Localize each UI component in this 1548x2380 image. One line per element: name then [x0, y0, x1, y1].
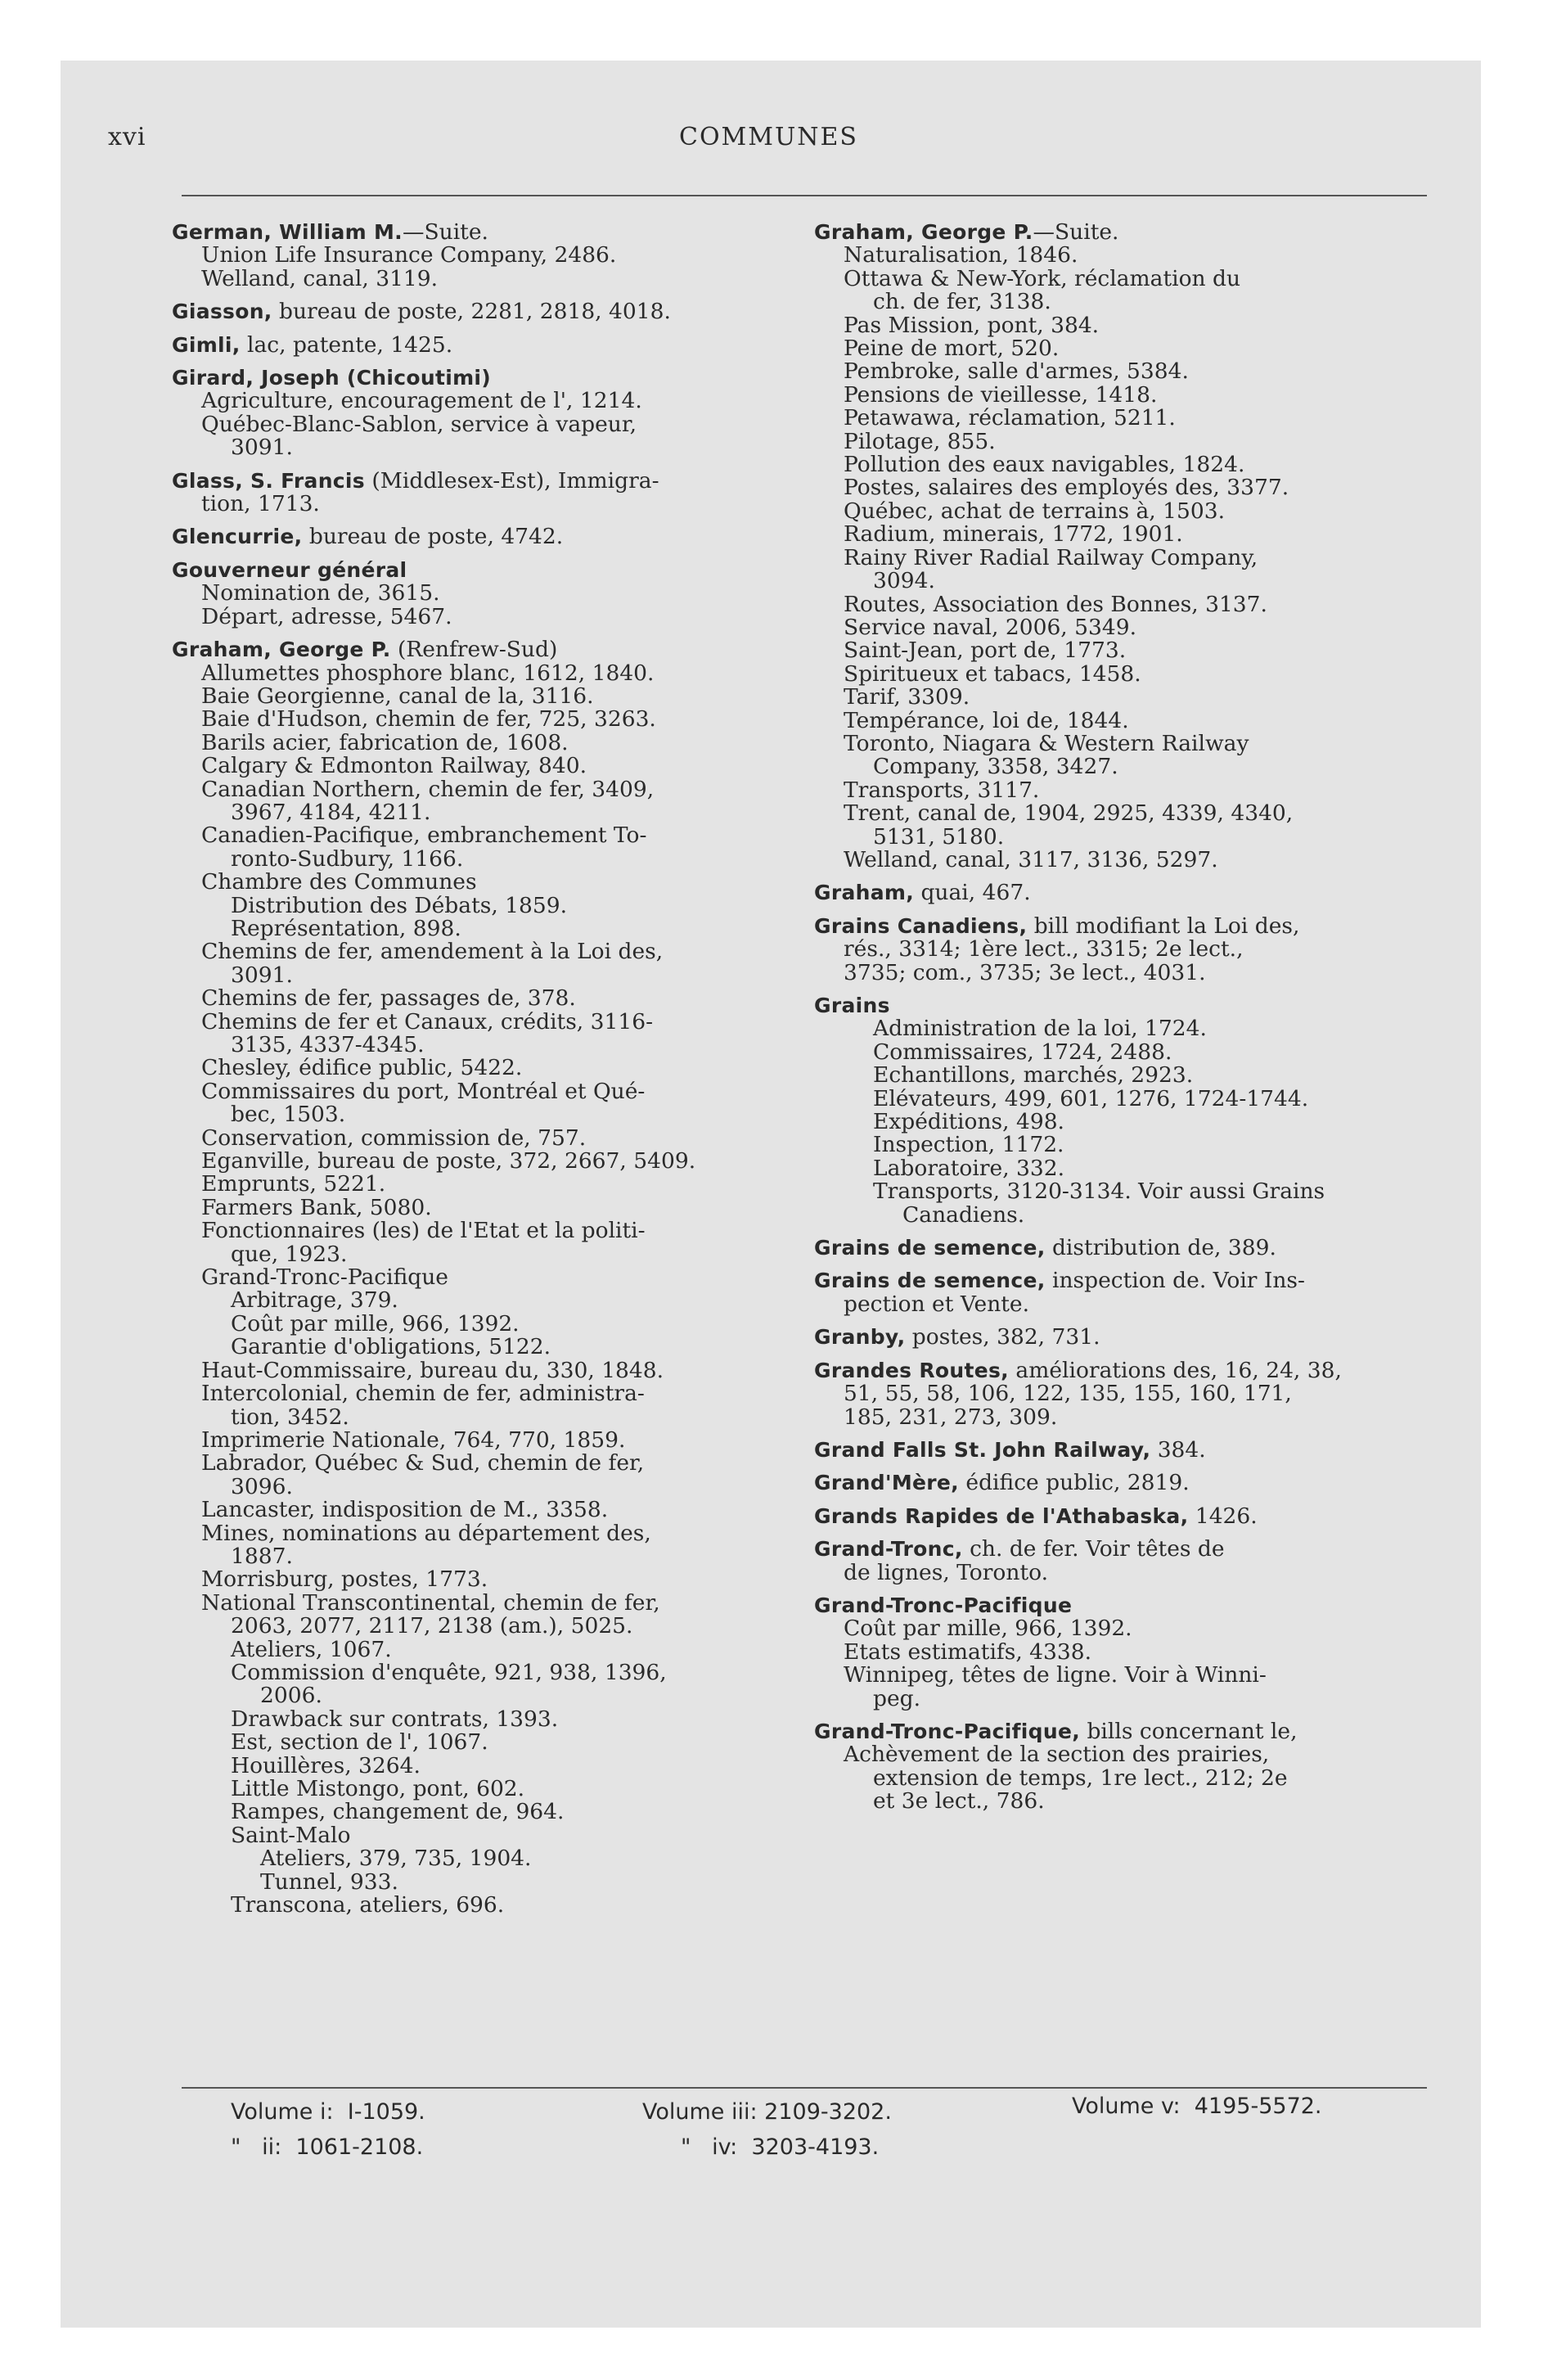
index-entry	[814, 1326, 1440, 1349]
subentry-line: Transports, 3120-3134. Voir aussi Grains	[873, 1179, 1325, 1205]
subentry-line: 2063, 2077, 2117, 2138 (am.), 5025.	[231, 1613, 633, 1639]
subentry-line: Lancaster, indisposition de M., 3358.	[201, 1497, 609, 1523]
entry-first-line	[814, 1237, 1440, 1260]
subentry-line: Ateliers, 1067.	[231, 1636, 392, 1662]
subentry-line: 3135, 4337-4345.	[231, 1032, 425, 1057]
entry-first-line	[814, 915, 1440, 938]
subentry-line: 3091.	[231, 435, 293, 461]
entry-headword: Grains	[814, 994, 890, 1017]
subentry-line: Service naval, 2006, 5349.	[844, 614, 1137, 640]
entry-headword: Girard, Joseph (Chicoutimi)	[172, 366, 492, 390]
entry-first-line	[814, 1472, 1440, 1494]
subentry-line: Welland, canal, 3117, 3136, 5297.	[844, 846, 1218, 872]
subentry-line: Tempérance, loi de, 1844.	[844, 707, 1129, 733]
subentry-line: et 3e lect., 786.	[873, 1788, 1045, 1814]
subentry-line: Commission d'enquête, 921, 938, 1396,	[231, 1659, 667, 1685]
entry-headword: German, William M.	[172, 220, 403, 244]
subentry-line: Administration de la loi, 1724.	[873, 1016, 1207, 1042]
entry-first-line	[814, 994, 1440, 1017]
entry-text: postes, 382, 731.	[905, 1324, 1100, 1350]
footer-volume-i: Volume i: I-1059.	[231, 2099, 425, 2125]
entry-text: inspection de. Voir Ins-	[1045, 1268, 1305, 1294]
entry-text: bureau de poste, 2281, 2818, 4018.	[272, 299, 671, 325]
index-entry	[172, 300, 818, 323]
entry-text: 1426.	[1188, 1503, 1258, 1529]
subentry-line: Petawawa, réclamation, 5211.	[844, 405, 1176, 431]
entry-headword: Grand-Tronc-Pacifique,	[814, 1719, 1081, 1743]
index-entry	[814, 221, 1440, 872]
index-entry	[814, 1269, 1440, 1316]
subentry-line: Saint-Malo	[231, 1822, 351, 1848]
page-title: COMMUNES	[679, 123, 858, 151]
entry-headword: Grains de semence,	[814, 1269, 1046, 1293]
subentry-line: Allumettes phosphore blanc, 1612, 1840.	[201, 660, 655, 686]
subentry-line: Haut-Commissaire, bureau du, 330, 1848.	[201, 1357, 664, 1383]
entry-text: ch. de fer. Voir têtes de	[962, 1536, 1225, 1562]
subentry-line: Chemins de fer et Canaux, crédits, 3116-	[201, 1008, 654, 1034]
entry-headword: Grand Falls St. John Railway,	[814, 1437, 1151, 1462]
index-entry	[814, 1472, 1440, 1494]
subentry-line: Intercolonial, chemin de fer, administra-	[201, 1381, 645, 1407]
index-entry	[172, 367, 818, 460]
subentry-line: peg.	[873, 1685, 921, 1711]
subentry-line: 1887.	[231, 1543, 293, 1569]
entry-first-line	[814, 1269, 1440, 1292]
entry-text: (Middlesex-Est), Immigra-	[364, 467, 659, 494]
subentry-line: Etats estimatifs, 4338.	[844, 1639, 1092, 1665]
entry-continuation: tion, 1713.	[201, 491, 320, 517]
entry-headword: Gimli,	[172, 332, 241, 357]
index-entry	[814, 881, 1440, 904]
entry-first-line	[814, 1436, 1440, 1463]
subentry-line: Baie Georgienne, canal de la, 3116.	[201, 683, 594, 709]
subentry-line: Calgary & Edmonton Railway, 840.	[201, 753, 587, 779]
subentry-line: Achèvement de la section des prairies,	[844, 1742, 1270, 1768]
header-rule	[182, 195, 1427, 196]
subentry-line: Conservation, commission de, 757.	[201, 1125, 587, 1151]
entry-first-line	[172, 367, 818, 390]
subentry-line: Garantie d'obligations, 5122.	[231, 1334, 551, 1360]
entry-continuation: de lignes, Toronto.	[844, 1559, 1049, 1585]
footer-volume-v: Volume v: 4195-5572.	[1072, 2094, 1322, 2119]
subentry-line: Représentation, 898.	[231, 915, 461, 941]
entry-first-line	[814, 1594, 1440, 1617]
entry-headword: Grains de semence,	[814, 1236, 1046, 1260]
entry-headword: Graham,	[814, 881, 915, 905]
subentry-line: Trent, canal de, 1904, 2925, 4339, 4340,	[844, 800, 1294, 827]
entry-first-line	[172, 300, 818, 323]
index-entry	[172, 559, 818, 629]
index-entry	[814, 1436, 1440, 1463]
index-entry	[172, 467, 818, 517]
subentry-line: Arbitrage, 379.	[231, 1287, 398, 1314]
subentry-line: Rampes, changement de, 964.	[231, 1799, 565, 1825]
subentry-line: ronto-Sudbury, 1166.	[231, 845, 464, 872]
subentry-line: Laboratoire, 332.	[873, 1155, 1065, 1181]
index-entry	[814, 994, 1440, 1227]
entry-headword: Glass, S. Francis	[172, 468, 365, 493]
subentry-line: Pilotage, 855.	[844, 428, 996, 454]
subentry-line: extension de temps, 1re lect., 212; 2e	[873, 1765, 1288, 1791]
entry-headword: Grand'Mère,	[814, 1471, 959, 1495]
index-entry	[172, 638, 818, 1917]
entry-text: améliorations des, 16, 24, 38,	[1008, 1357, 1342, 1383]
page-number: xvi	[108, 123, 146, 151]
subentry-line: Welland, canal, 3119.	[201, 265, 439, 291]
subentry-line: Postes, salaires des employés des, 3377.	[844, 475, 1289, 501]
entry-first-line	[172, 467, 818, 494]
entry-first-line	[814, 881, 1440, 904]
subentry-line: Farmers Bank, 5080.	[201, 1194, 432, 1220]
entry-first-line	[814, 221, 1440, 244]
subentry-line: Ottawa & New-York, réclamation du	[844, 265, 1241, 291]
entry-first-line	[814, 1326, 1440, 1349]
subentry-line: Pembroke, salle d'armes, 5384.	[844, 358, 1189, 385]
subentry-line: Naturalisation, 1846.	[844, 242, 1078, 268]
subentry-line: Transcona, ateliers, 696.	[231, 1892, 505, 1918]
entry-text: édifice public, 2819.	[958, 1470, 1190, 1496]
index-column-left	[172, 221, 818, 1927]
subentry-line: Chemins de fer, passages de, 378.	[201, 985, 576, 1012]
subentry-line: Québec, achat de terrains à, 1503.	[844, 498, 1226, 524]
entry-headword: Graham, George P.	[814, 220, 1033, 244]
footer-volume-iii: Volume iii: 2109-3202.	[642, 2099, 892, 2125]
subentry-line: Ateliers, 379, 735, 1904.	[260, 1846, 532, 1872]
entry-headword: Giasson,	[172, 300, 272, 324]
entry-headword: Glencurrie,	[172, 525, 303, 549]
entry-first-line	[172, 638, 818, 661]
entry-headword: Grands Rapides de l'Athabaska,	[814, 1503, 1189, 1528]
subentry-line: Pollution des eaux navigables, 1824.	[844, 452, 1245, 478]
footer-rule	[182, 2087, 1427, 2089]
subentry-line: Tarif, 3309.	[844, 684, 970, 710]
entry-text: —Suite.	[1033, 219, 1119, 245]
subentry-line: Spiritueux et tabacs, 1458.	[844, 660, 1141, 687]
subentry-line: Nomination de, 3615.	[201, 580, 440, 606]
index-entry	[814, 915, 1440, 985]
index-entry	[172, 221, 818, 291]
subentry-line: Union Life Insurance Company, 2486.	[201, 242, 617, 268]
subentry-line: Canadien-Pacifique, embranchement To-	[201, 823, 647, 849]
subentry-line: Inspection, 1172.	[873, 1132, 1064, 1158]
entry-text: —Suite.	[402, 219, 488, 245]
entry-headword: Granby,	[814, 1325, 906, 1350]
entry-text: (Renfrew-Sud)	[390, 637, 558, 663]
index-entry	[814, 1359, 1440, 1429]
subentry-line: Commissaires du port, Montréal et Qué-	[201, 1078, 646, 1104]
entry-headword: Graham, George P.	[172, 638, 391, 662]
subentry-line: Départ, adresse, 5467.	[201, 603, 452, 629]
entry-first-line	[814, 1538, 1440, 1561]
subentry-line: Rainy River Radial Railway Company,	[844, 544, 1258, 570]
subentry-line: Grand-Tronc-Pacifique	[201, 1264, 448, 1291]
index-entry	[814, 1720, 1440, 1814]
entry-text: bill modifiant la Loi des,	[1027, 913, 1300, 939]
subentry-line: Company, 3358, 3427.	[873, 754, 1118, 780]
entry-headword: Grandes Routes,	[814, 1358, 1009, 1382]
subentry-line: Routes, Association des Bonnes, 3137.	[844, 591, 1267, 617]
subentry-line: Tunnel, 933.	[260, 1868, 398, 1895]
entry-continuation: 3735; com., 3735; 3e lect., 4031.	[844, 959, 1206, 985]
entry-text: quai, 467.	[914, 880, 1031, 906]
subentry-line: Baie d'Hudson, chemin de fer, 725, 3263.	[201, 706, 656, 732]
entry-continuation: 185, 231, 273, 309.	[844, 1404, 1058, 1430]
entry-text: bills concernant le,	[1080, 1718, 1298, 1744]
entry-text: lac, patente, 1425.	[240, 331, 453, 358]
entry-first-line	[172, 559, 818, 582]
index-entry	[172, 331, 818, 358]
index-entry	[814, 1237, 1440, 1260]
subentry-line: 2006.	[260, 1683, 322, 1709]
entry-first-line	[172, 525, 818, 548]
subentry-line: Coût par mille, 966, 1392.	[231, 1310, 520, 1336]
index-entry	[172, 525, 818, 548]
subentry-line: Little Mistongo, pont, 602.	[231, 1776, 525, 1801]
subentry-line: Chesley, édifice public, 5422.	[201, 1055, 523, 1081]
entry-text: bureau de poste, 4742.	[302, 524, 564, 550]
entry-headword: Grains Canadiens,	[814, 913, 1028, 938]
entry-continuation: pection et Vente.	[844, 1291, 1030, 1317]
entry-headword: Grand-Tronc-Pacifique	[814, 1593, 1073, 1617]
subentry-line: Distribution des Débats, 1859.	[231, 892, 568, 918]
entry-first-line	[814, 1359, 1440, 1382]
index-entry	[814, 1505, 1440, 1528]
subentry-line: Fonctionnaires (les) de l'Etat et la politi-	[201, 1218, 646, 1244]
subentry-line: Expéditions, 498.	[873, 1109, 1064, 1135]
subentry-line: Est, section de l', 1067.	[231, 1729, 488, 1756]
subentry-line: 3096.	[231, 1473, 293, 1499]
subentry-line: Pensions de vieillesse, 1418.	[844, 381, 1158, 408]
subentry-line: bec, 1503.	[231, 1102, 346, 1128]
subentry-line: Echantillons, marchés, 2923.	[873, 1062, 1194, 1089]
index-entry	[814, 1538, 1440, 1584]
subentry-line: Houillères, 3264.	[231, 1752, 421, 1778]
subentry-line: Pas Mission, pont, 384.	[844, 312, 1100, 338]
subentry-line: 3091.	[231, 962, 293, 988]
subentry-line: Barils acier, fabrication de, 1608.	[201, 729, 569, 755]
index-column-right	[814, 221, 1440, 1823]
subentry-line: tion, 3452.	[231, 1404, 349, 1430]
footer-volume-ii: " ii: 1061-2108.	[231, 2134, 424, 2160]
entry-continuation: 51, 55, 58, 106, 122, 135, 155, 160, 171,	[844, 1381, 1292, 1407]
subentry-line: Chemins de fer, amendement à la Loi des,	[201, 939, 664, 965]
subentry-line: Coût par mille, 966, 1392.	[844, 1616, 1132, 1642]
entry-continuation: rés., 3314; 1ère lect., 3315; 2e lect.,	[844, 936, 1244, 962]
subentry-line: Agriculture, encouragement de l', 1214.	[201, 388, 642, 414]
subentry-line: Mines, nominations au département des,	[201, 1520, 651, 1546]
entry-text: 384.	[1150, 1436, 1206, 1463]
subentry-line: Saint-Jean, port de, 1773.	[844, 638, 1127, 664]
subentry-line: Canadiens.	[902, 1201, 1025, 1228]
entry-text: distribution de, 389.	[1045, 1235, 1276, 1261]
subentry-line: ch. de fer, 3138.	[873, 289, 1051, 315]
subentry-line: Morrisburg, postes, 1773.	[201, 1566, 488, 1593]
subentry-line: Radium, minerais, 1772, 1901.	[844, 521, 1183, 548]
subentry-line: Canadian Northern, chemin de fer, 3409,	[201, 776, 655, 802]
subentry-line: Eganville, bureau de poste, 372, 2667, 5409.	[201, 1148, 696, 1174]
subentry-line: Toronto, Niagara & Western Railway	[844, 730, 1249, 756]
subentry-line: que, 1923.	[231, 1241, 348, 1267]
subentry-line: Labrador, Québec & Sud, chemin de fer,	[201, 1450, 645, 1476]
subentry-line: National Transcontinental, chemin de fer,	[201, 1589, 660, 1616]
entry-first-line	[172, 331, 818, 358]
subentry-line: Winnipeg, têtes de ligne. Voir à Winni-	[844, 1662, 1267, 1688]
subentry-line: Transports, 3117.	[844, 777, 1040, 803]
footer-volume-iv: " iv: 3203-4193.	[681, 2134, 880, 2160]
subentry-line: Chambre des Communes	[201, 869, 477, 895]
subentry-line: Québec-Blanc-Sablon, service à vapeur,	[201, 411, 637, 437]
entry-first-line	[172, 221, 818, 244]
subentry-line: Peine de mort, 520.	[844, 336, 1060, 362]
entry-first-line	[814, 1720, 1440, 1743]
subentry-line: Elévateurs, 499, 601, 1276, 1724-1744.	[873, 1085, 1309, 1111]
entry-first-line	[814, 1505, 1440, 1528]
entry-headword: Gouverneur général	[172, 557, 407, 582]
subentry-line: Imprimerie Nationale, 764, 770, 1859.	[201, 1427, 626, 1453]
index-entry	[814, 1594, 1440, 1711]
entry-headword: Grand-Tronc,	[814, 1537, 963, 1562]
subentry-line: 3967, 4184, 4211.	[231, 799, 431, 825]
subentry-line: Commissaires, 1724, 2488.	[873, 1039, 1172, 1065]
subentry-line: 3094.	[873, 568, 935, 594]
subentry-line: Drawback sur contrats, 1393.	[231, 1706, 559, 1732]
subentry-line: 5131, 5180.	[873, 823, 1005, 850]
subentry-line: Emprunts, 5221.	[201, 1171, 386, 1197]
